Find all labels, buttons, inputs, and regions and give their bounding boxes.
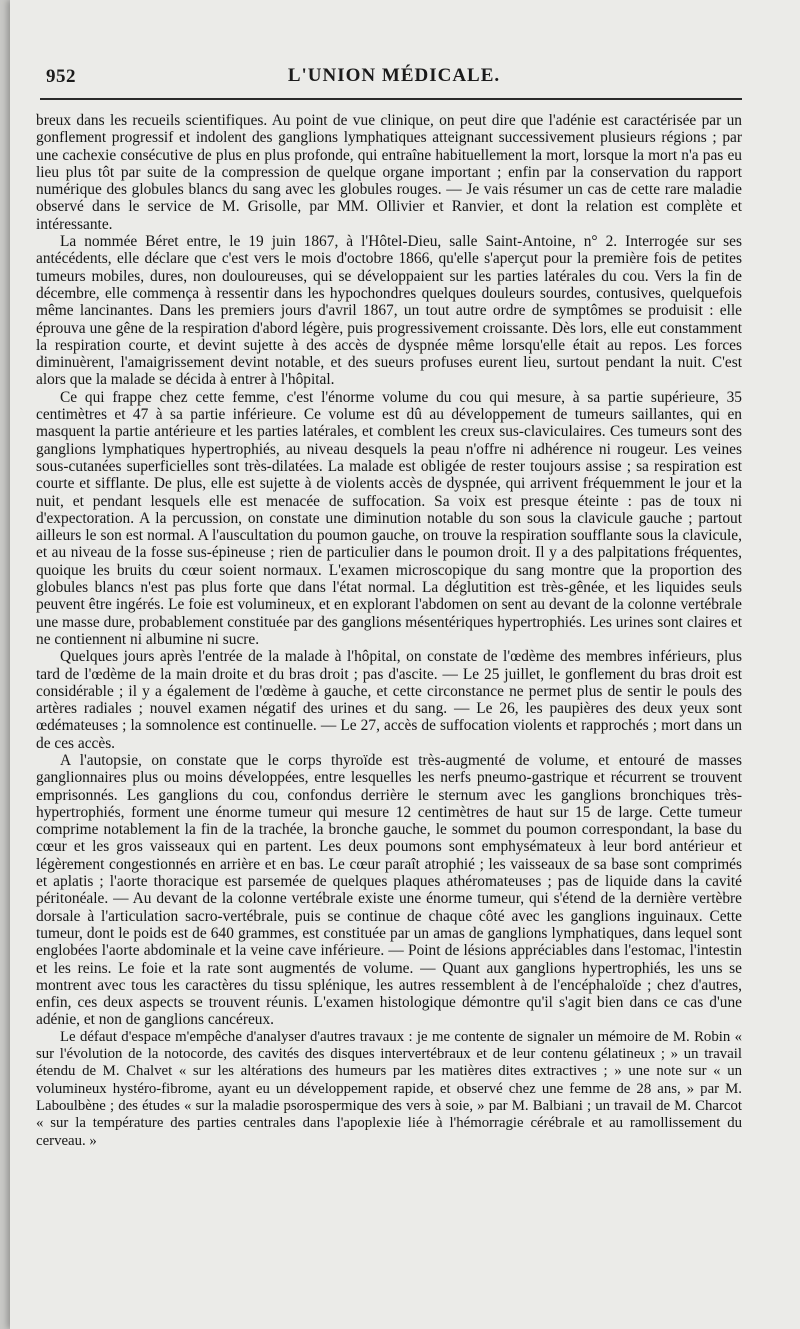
journal-title: L'UNION MÉDICALE. [287, 65, 501, 86]
page-header [46, 60, 742, 90]
paragraph: A l'autopsie, on constate que le corps thyroïde est très-augmenté de volume, et entouré de masses ganglionnaires plus ou moins développées, entre lesquelles les nerfs pneumo-gastrique et récurrent se trouvent emprisonnés. Les ganglions du cou, confondus derrière le sternum avec les ganglions bronchiques très-hypertrophiés, forment une énorme tumeur qui mesure 12 centimètres de haut sur 15 de large. Cette tumeur comprime notablement la fin de la trachée, la bronche gauche, le sommet du poumon correspondant, la base du cœur et les gros vaisseaux qui en partent. Les deux poumons sont emphysémateux à leur bord antérieur et légèrement congestionnés en arrière et en bas. Le cœur paraît atrophié ; les vaisseaux de sa base sont comprimés et aplatis ; l'aorte thoracique est parsemée de quelques plaques athéromateuses ; pas de liquide dans la cavité péritonéale. — Au devant de la colonne vertébrale existe une énorme tumeur, qui s'étend de la dernière vertèbre dorsale à l'articulation sacro-vertébrale, puis se continue de chaque côté avec les ganglions inguinaux. Cette tumeur, dont le poids est de 640 grammes, est constituée par un amas de ganglions lymphatiques, dans lequel sont englobées l'aorte abdominale et la veine cave inférieure. — Point de lésions appréciables dans l'estomac, l'intestin et les reins. Le foie et la rate sont augmentés de volume. — Quant aux ganglions hypertrophiés, les uns se montrent avec tous les caractères du tissu splénique, les autres ressemblent à de l'encéphaloïde ; chez d'autres, enfin, ces deux aspects se trouvent réunis. L'examen histologique démontre qu'il s'agit bien dans ce cas d'une adénie, et non de ganglions cancéreux. [36, 751, 742, 1029]
paragraph: Quelques jours après l'entrée de la malade à l'hôpital, on constate de l'œdème des membres inférieurs, plus tard de l'œdème de la main droite et du bras droit ; pas d'ascite. — Le 25 juillet, le gonflement du bras droit est considérable ; il y a également de l'œdème à gauche, et cette circonstance ne permet plus de sentir le pouls des artères radiales ; nouvel examen négatif des urines et du sang. — Le 26, les paupières des deux yeux sont œdémateuses ; la somnolence est continuelle. — Le 27, accès de suffocation violents et rapprochés ; mort dans un de ces accès. [36, 648, 742, 752]
header-rule [40, 98, 742, 100]
paragraph: Le défaut d'espace m'empêche d'analyser d'autres travaux : je me contente de signaler un mémoire de M. Robin « sur l'évolution de la notocorde, des cavités des disques intervertébraux et de leur contenu gélatineux ; » un travail étendu de M. Chalvet « sur les altérations des humeurs par les matières dites extractives ; » une note sur « un volumineux hystéro-fibrome, ayant eu un développement rapide, et observé chez une femme de 28 ans, » par M. Laboulbène ; des études « sur la maladie psorospermique des vers à soie, » par M. Balbiani ; un travail de M. Charcot « sur la température des parties centrales dans l'apoplexie liée à l'hémorragie cérébrale et au ramollissement du cerveau. » [36, 1028, 742, 1149]
page-number: 952 [46, 66, 76, 87]
book-page [10, 0, 800, 1329]
paragraph: breux dans les recueils scientifiques. Au point de vue clinique, on peut dire que l'adénie est caractérisée par un gonflement progressif et indolent des ganglions lymphatiques atteignant successivement plusieurs régions ; par une cachexie consécutive de plus en plus profonde, qui entraîne habituellement la mort, lorsque la mort n'a pas eu lieu plus tôt par suite de la compression de quelque organe important ; enfin par la conservation du rapport numérique des globules blancs du sang avec les globules rouges. — Je vais résumer un cas de cette rare maladie observé dans le service de M. Grisolle, par MM. Ollivier et Ranvier, et dont la relation est complète et intéressante. [36, 112, 742, 233]
paragraph: Ce qui frappe chez cette femme, c'est l'énorme volume du cou qui mesure, à sa partie supérieure, 35 centimètres et 47 à sa partie inférieure. Ce volume est dû au développement de tumeurs saillantes, qui en masquent la partie antérieure et les parties latérales, et comblent les creux sus-claviculaires. Ces tumeurs sont des ganglions lymphatiques hypertrophiés, au niveau desquels la peau n'offre ni adhérence ni rougeur. Les veines sous-cutanées superficielles sont très-dilatées. La malade est obligée de rester toujours assise ; sa respiration est courte et sifflante. De plus, elle est sujette à de violents accès de dyspnée, qui arrivent fréquemment le jour et la nuit, et pendant lesquels elle est menacée de suffocation. Sa voix est presque éteinte : pas de toux ni d'expectoration. A la percussion, on constate une diminution notable du son sous la clavicule gauche ; partout ailleurs le son est normal. A l'auscultation du poumon gauche, on trouve la respiration soufflante sous la clavicule, et au niveau de la fosse sus-épineuse ; rien de particulier dans le poumon droit. Il y a des palpitations fréquentes, quoique les bruits du cœur soient normaux. L'examen microscopique du sang montre que la proportion des globules blancs n'est pas plus forte que dans l'état normal. La déglutition est très-gênée, et les liquides seuls peuvent être ingérés. Le foie est volumineux, et en explorant l'abdomen on sent au devant de la colonne vertébrale une masse dure, probablement constituée par des ganglions mésentériques hypertrophiés. Les urines sont claires et ne contiennent ni albumine ni sucre. [36, 388, 742, 648]
article-body [36, 112, 742, 1150]
paragraph: La nommée Béret entre, le 19 juin 1867, à l'Hôtel-Dieu, salle Saint-Antoine, n° 2. Interrogée sur ses antécédents, elle déclare que c'est vers le mois d'octobre 1866, qu'elle s'aperçut pour la première fois de petites tumeurs mobiles, dures, non douloureuses, qui se développaient sur les parties latérales du cou. Vers la fin de décembre, elle commença à ressentir dans les hypochondres quelques douleurs sourdes, contusives, quelquefois même lancinantes. Dans les premiers jours d'avril 1867, un tout autre ordre de symptômes se produisit : elle éprouva une gêne de la respiration d'abord légère, puis progressivement croissante. Dès lors, elle eut constamment la respiration courte, et devint sujette à des accès de dyspnée même lorsqu'elle était au repos. Les forces diminuèrent, l'amaigrissement devint notable, et des sueurs profuses eurent lieu, surtout pendant la nuit. C'est alors que la malade se décida à entrer à l'hôpital. [36, 233, 742, 389]
